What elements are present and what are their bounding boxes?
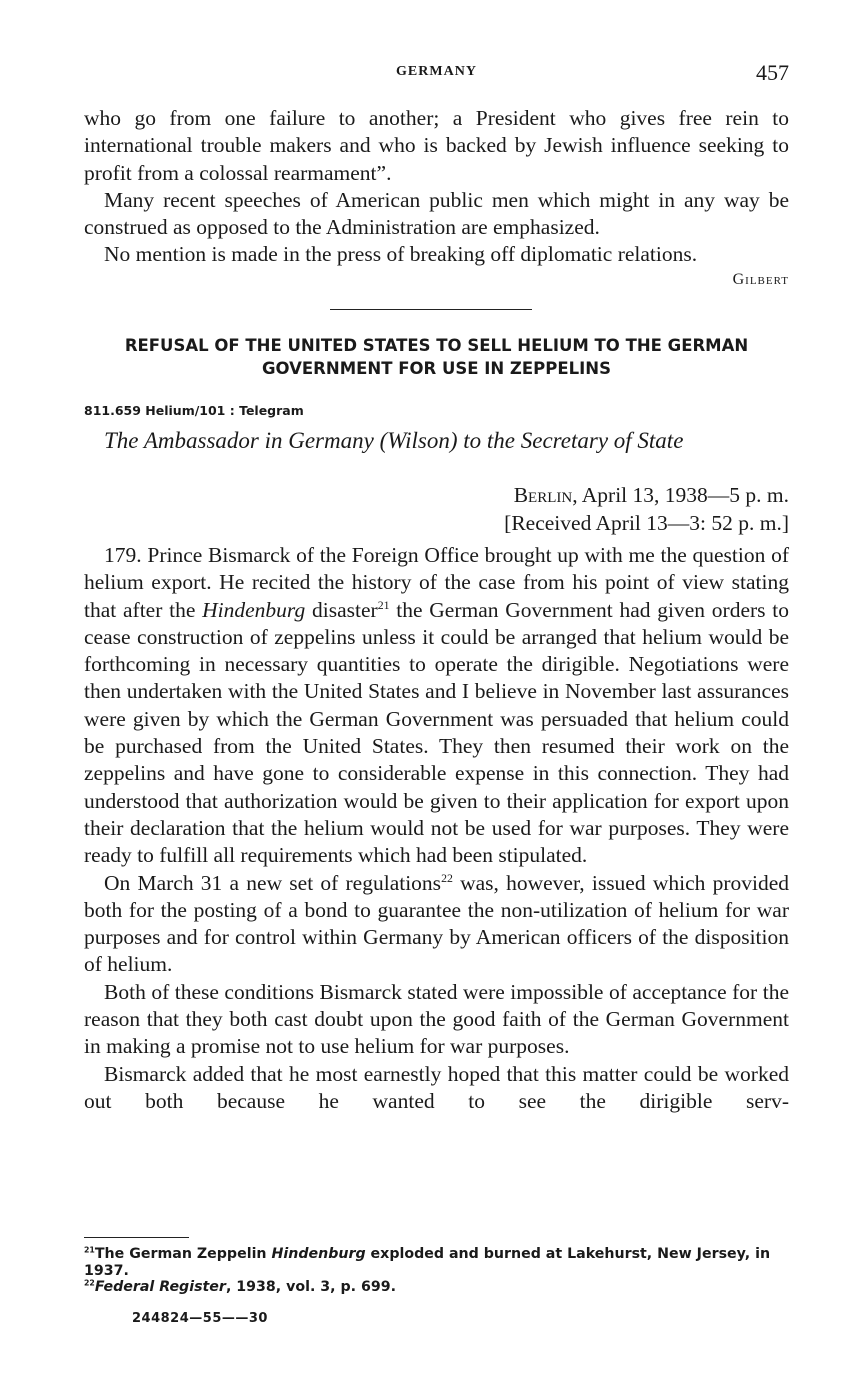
section-divider <box>330 309 532 310</box>
footnote-ref: 22 <box>441 870 453 885</box>
section-heading-line: REFUSAL OF THE UNITED STATES TO SELL HELIUM TO THE GERMAN <box>124 336 749 355</box>
text-run: , 1938, vol. 3, p. 699. <box>225 1279 396 1295</box>
telegram-body <box>84 542 789 1115</box>
dateline <box>504 481 789 537</box>
paragraph: Both of these conditions Bismarck stated were impossible of acceptance for the reason that they both cast doubt upon the good faith of the German Government in making a promise not to use helium for war purposes. <box>84 979 789 1059</box>
footnote <box>84 1246 789 1279</box>
paragraph-continued: who go from one failure to another; a President who gives free rein to international trouble makers and who is backed by Jewish influence seeking to profit from a colossal rearmament”. <box>84 106 789 185</box>
opening-block <box>84 105 789 289</box>
dateline-sent <box>504 481 789 509</box>
print-code: 244824—55——30 <box>132 1311 268 1326</box>
footnote-mark: 21 <box>84 1245 95 1255</box>
footnote-ref: 21 <box>377 597 390 612</box>
dateline-received: [Received April 13—3: 52 p. m.] <box>504 511 789 535</box>
footnote-mark: 22 <box>84 1278 95 1288</box>
text-run: disaster <box>305 597 378 622</box>
text-run: On March 31 a new set of regulations <box>104 870 442 895</box>
text-run: The German Zeppelin <box>94 1246 272 1262</box>
running-head <box>84 60 789 90</box>
document-title: The Ambassador in Germany (Wilson) to the Secretary of State <box>104 428 684 453</box>
text-run: the German Government had given orders to cease construction of zeppelins unless it could be arranged that helium would be forthcoming in necessary quantities to operate the dirigible. Negotiations were then undertaken with the United States and I believe in November last assurances were given by which the German Government was persuaded that helium could be purchased from the United States. They then resumed their work on the zeppelins and have gone to considerable expense in this connection. They had understood that authorization would be given to their application for export upon their declaration that the helium would not be used for war purposes. They were ready to fulfill all requirements which had been stipulated. <box>84 597 789 868</box>
text-run: was, however, issued which provided both for the posting of a bond to guarantee the non-utilization of helium for war purposes and for control within Germany by American officers of the disposition of helium. <box>84 870 789 977</box>
paragraph <box>84 542 789 870</box>
paragraph: Many recent speeches of American public men which might in any way be construed as opposed to the Administration are emphasized. <box>84 187 789 240</box>
footnotes <box>84 1246 789 1296</box>
paragraph: No mention is made in the press of breaking off diplomatic relations. <box>104 242 698 267</box>
text-run: 179. Prince Bismarck of the Foreign Office brought up with me the question of helium export. He recited the history of the case from his point of view stating that after the <box>84 543 789 622</box>
section-heading-line: GOVERNMENT FOR USE IN ZEPPELINS <box>262 359 611 378</box>
paragraph <box>84 870 789 979</box>
italic-text: Federal Register <box>94 1279 226 1295</box>
text-run: exploded and burned at Lakehurst, New Jersey, in 1937. <box>84 1246 771 1279</box>
section-heading <box>84 334 789 380</box>
running-title: GERMANY <box>396 64 477 79</box>
footnote <box>84 1279 789 1296</box>
italic-text: Hindenburg <box>271 1246 366 1262</box>
dateline-date: , April 13, 1938—5 p. m. <box>572 483 789 507</box>
file-reference: 811.659 Helium/101 : Telegram <box>84 403 304 418</box>
dateline-place: Berlin <box>513 483 573 507</box>
footnote-divider <box>84 1237 189 1238</box>
signature: Gilbert <box>732 270 789 288</box>
paragraph: Bismarck added that he most earnestly hoped that this matter could be worked out both because he wanted to see the dirigible serv- <box>84 1061 789 1113</box>
page-number: 457 <box>756 60 789 85</box>
italic-text: Hindenburg <box>202 597 306 622</box>
